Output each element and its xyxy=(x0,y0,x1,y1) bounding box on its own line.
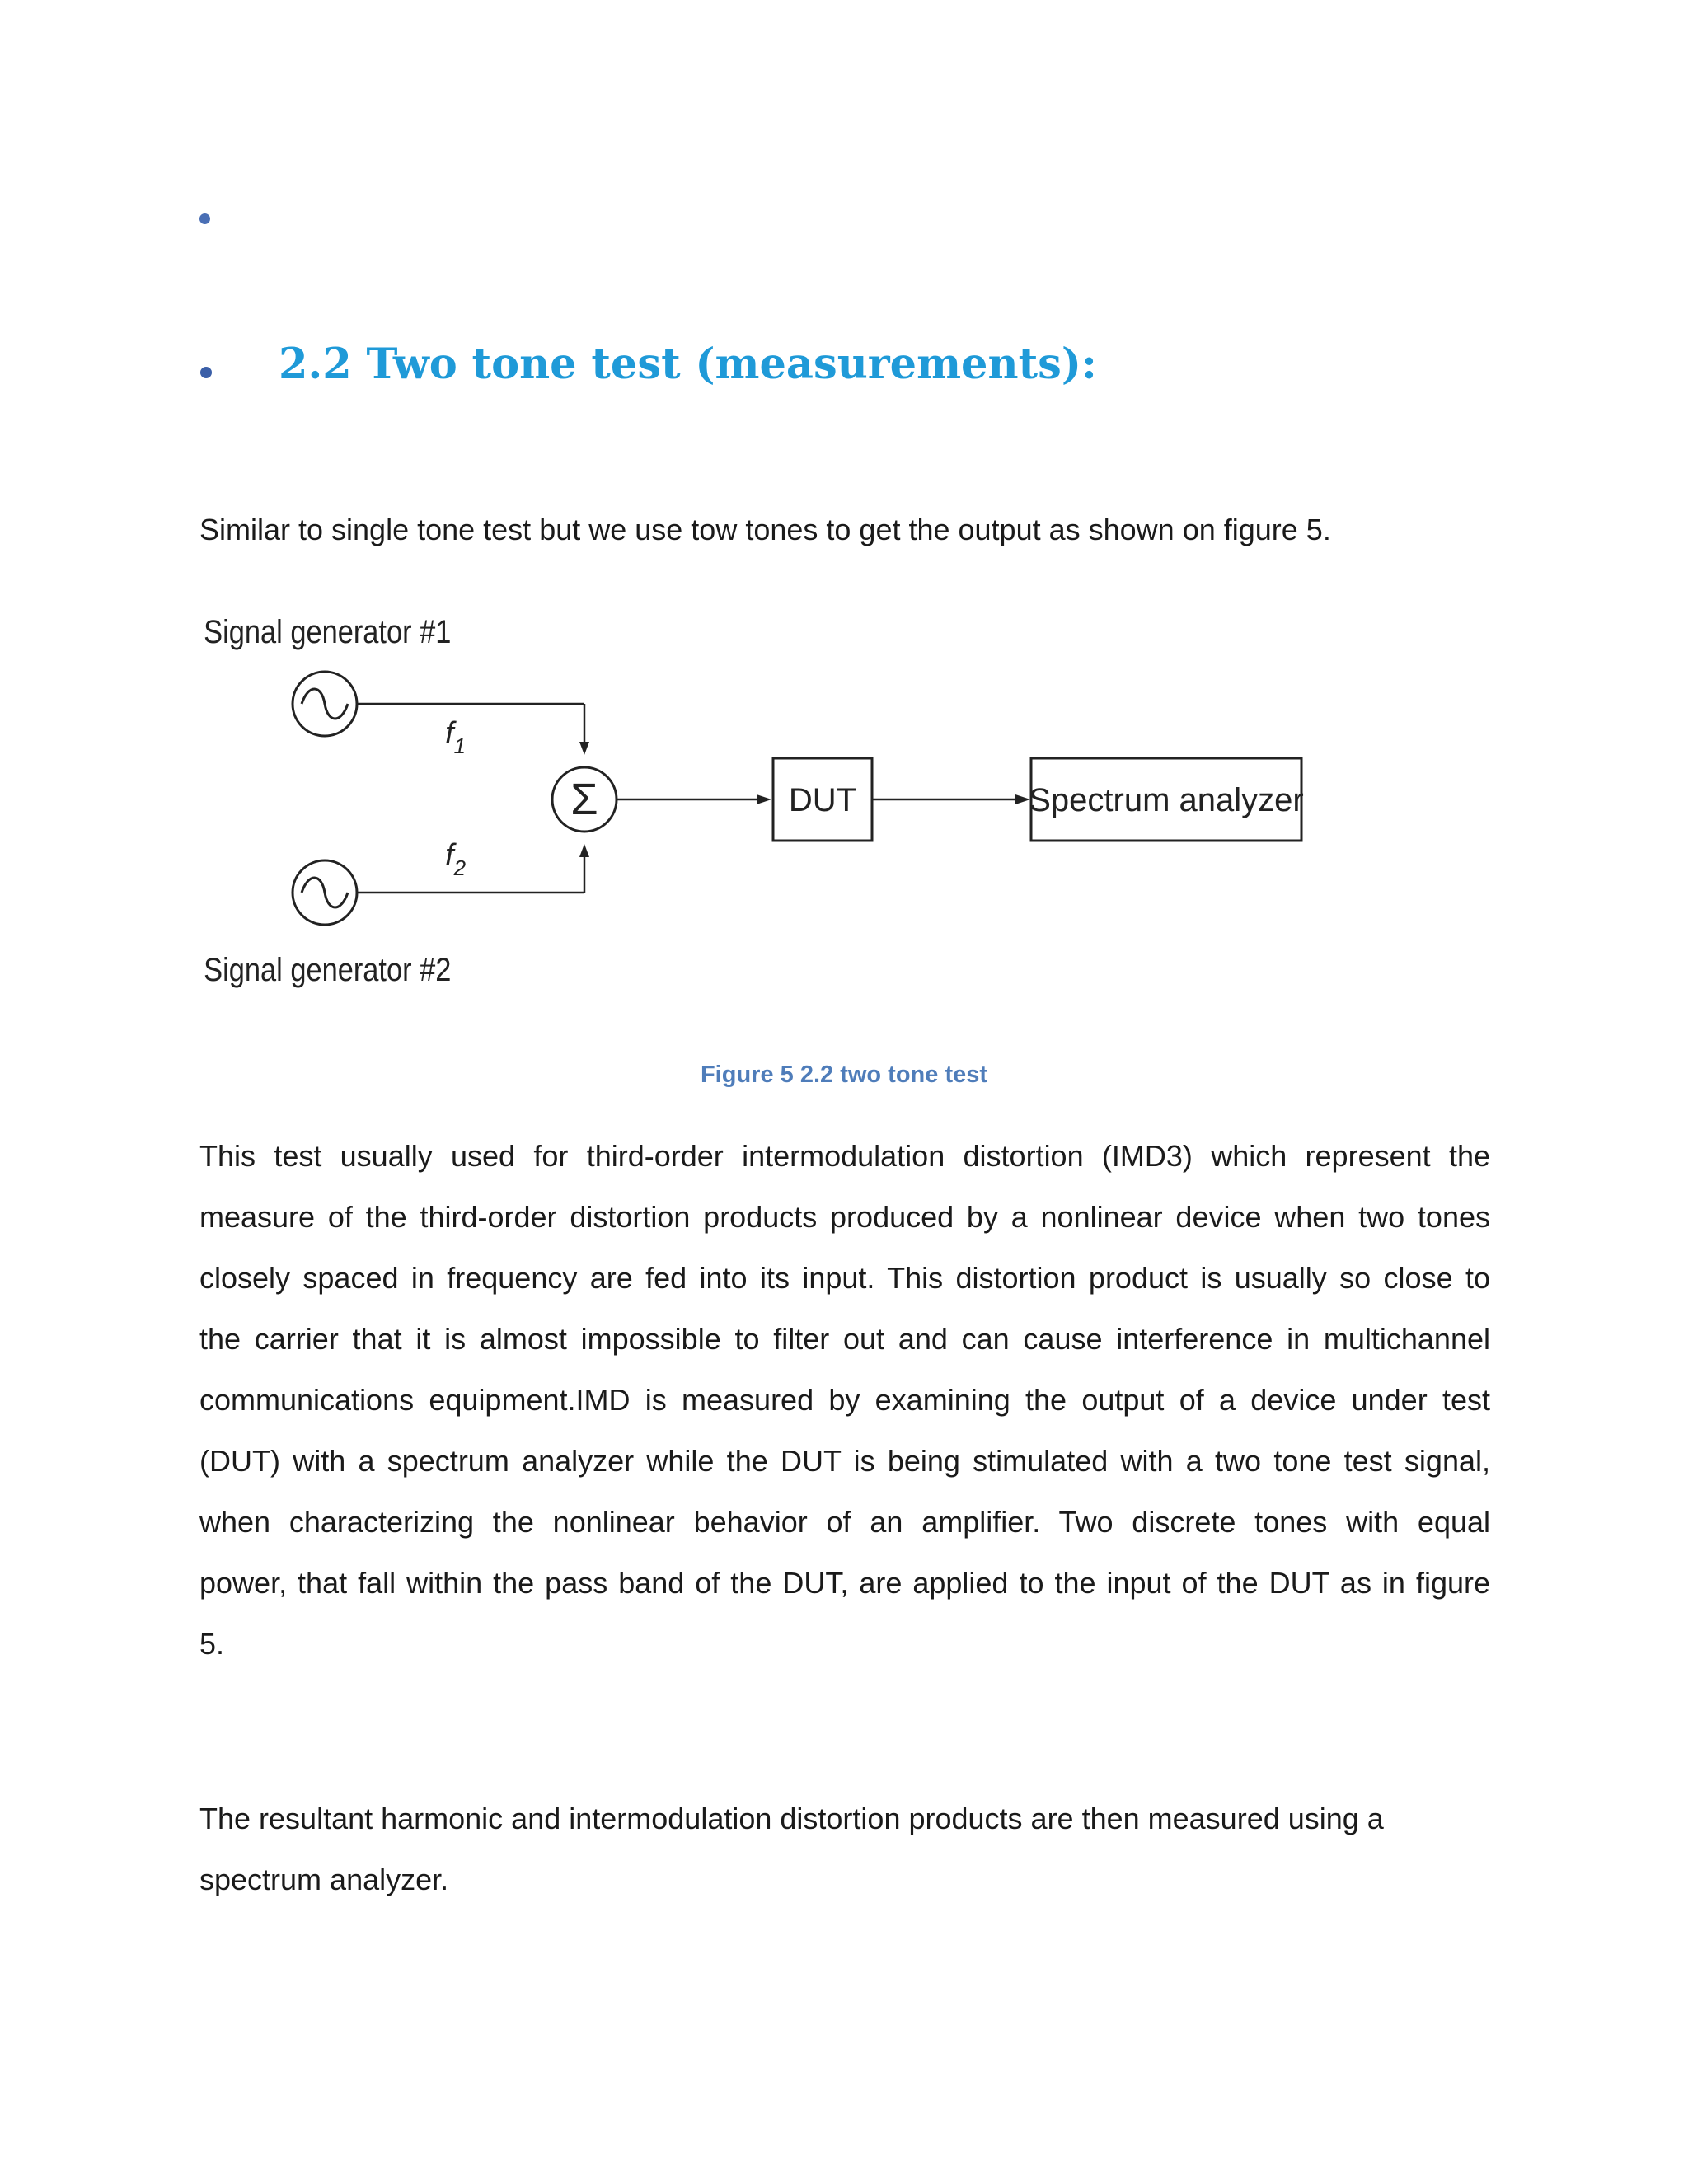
dut-label: DUT xyxy=(788,782,857,818)
arrow-gen2 xyxy=(579,844,589,857)
body-line: measure of the third-order distortion products produced by a nonlinear device when two tones xyxy=(199,1200,1490,1234)
body-line: (DUT) with a spectrum analyzer while the DUT is being stimulated with a two tone test signal, xyxy=(199,1444,1490,1478)
two-tone-test-diagram xyxy=(199,602,1312,1030)
signal-generator-2-icon xyxy=(293,860,357,925)
f1-label: $f_1$ xyxy=(445,716,467,758)
bullet-heading xyxy=(200,367,212,378)
arrow-dut xyxy=(757,794,771,804)
summing-junction xyxy=(552,767,617,832)
body-line: closely spaced in frequency are fed into its input. This distortion product is usually so close to xyxy=(199,1261,1490,1295)
sum-symbol: Σ xyxy=(570,775,598,824)
body-line: communications equipment.IMD is measured by examining the output of a device under test xyxy=(199,1383,1490,1417)
closing-line: The resultant harmonic and intermodulation distortion products are then measured using a xyxy=(199,1802,1384,1835)
signal-generator-2-label: Signal generator #2 xyxy=(204,950,452,988)
body-line: 5. xyxy=(199,1627,225,1661)
figure-caption: Figure 5 2.2 two tone test xyxy=(700,1062,988,1088)
body-line: when characterizing the nonlinear behavior of an amplifier. Two discrete tones with equal xyxy=(199,1505,1490,1539)
intro-paragraph: Similar to single tone test but we use tow tones to get the output as shown on figure 5. xyxy=(199,513,1331,546)
closing-line: spectrum analyzer. xyxy=(199,1863,449,1896)
arrow-gen1 xyxy=(579,742,589,755)
signal-generator-1-label: Signal generator #1 xyxy=(204,612,452,650)
body-line: This test usually used for third-order intermodulation distortion (IMD3) which represent the xyxy=(199,1139,1490,1173)
bullet-empty xyxy=(199,213,210,224)
f2-label: $f_2$ xyxy=(445,838,467,880)
body-line: power, that fall within the pass band of the DUT, are applied to the input of the DUT as in figure xyxy=(199,1566,1490,1600)
spectrum-analyzer-label: Spectrum analyzer xyxy=(1029,782,1304,818)
body-line: the carrier that it is almost impossible to filter out and can cause interference in multichannel xyxy=(199,1322,1490,1356)
body-paragraph xyxy=(199,1126,1490,1675)
section-heading: 2.2 Two tone test (measurements): xyxy=(279,340,1097,389)
signal-generator-1-icon xyxy=(293,672,357,736)
